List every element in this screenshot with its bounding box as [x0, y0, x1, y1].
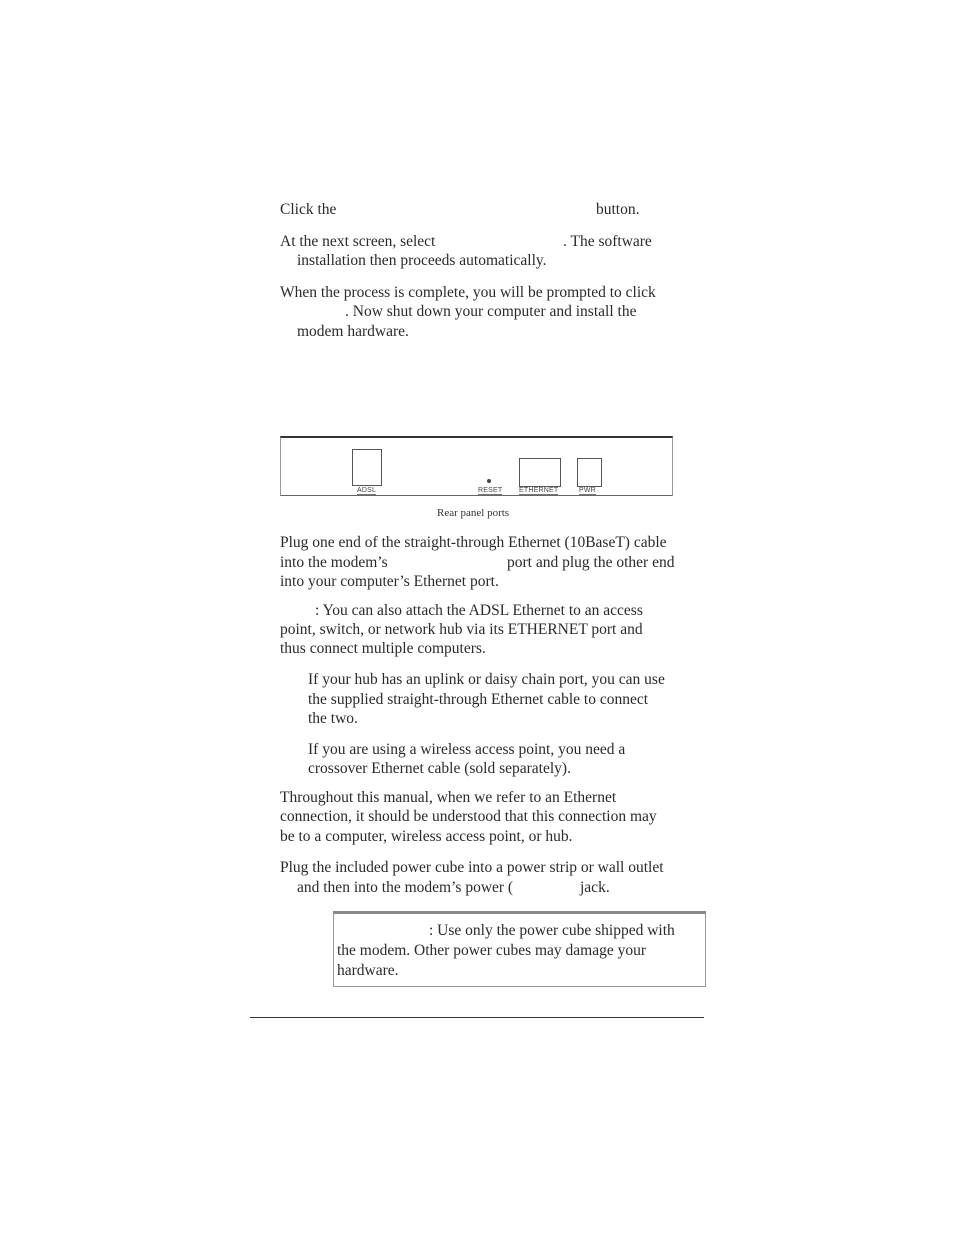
bullet-uplink-line1: If your hub has an uplink or daisy chain port, you can use — [308, 671, 665, 688]
bullet-wireless-line2: crossover Ethernet cable (sold separately). — [308, 760, 571, 777]
step-click-label: Click the — [280, 201, 337, 218]
caution-line3: hardware. — [337, 962, 399, 979]
ethernet-port-label: ETHERNET — [519, 487, 559, 494]
throughout-line1: Throughout this manual, when we refer to an Ethernet — [280, 789, 617, 806]
adsl-port — [352, 449, 382, 486]
step-next-screen: At the next screen, select — [280, 233, 436, 250]
plug-ethernet-line2-suffix: port and plug the other end — [507, 554, 675, 571]
throughout-line2: connection, it should be understood that this connection may — [280, 808, 657, 825]
power-port — [577, 458, 602, 487]
step-complete-line3: modem hardware. — [297, 323, 409, 340]
step-complete-line2: . Now shut down your computer and install the — [345, 303, 637, 320]
power-line2: and then into the modem’s power ( — [297, 879, 514, 896]
caution-line1: : Use only the power cube shipped with — [429, 922, 675, 939]
power-line1: Plug the included power cube into a power strip or wall outlet — [280, 859, 664, 876]
step-complete-line1: When the process is complete, you will be prompted to click — [280, 284, 656, 301]
tip-line3: thus connect multiple computers. — [280, 640, 486, 657]
plug-ethernet-line3: into your computer’s Ethernet port. — [280, 573, 499, 590]
plug-ethernet-line2: into the modem’s — [280, 554, 388, 571]
step-next-screen-line2: installation then proceeds automatically. — [297, 252, 547, 269]
power-port-label: PWR — [579, 487, 596, 494]
step-click-suffix: button. — [596, 201, 640, 218]
adsl-port-label: ADSL — [357, 487, 377, 494]
power-line2-suffix: jack. — [580, 879, 610, 896]
ethernet-port — [519, 458, 561, 487]
plug-ethernet-line1: Plug one end of the straight-through Ethernet (10BaseT) cable — [280, 534, 667, 551]
throughout-line3: be to a computer, wireless access point, or hub. — [280, 828, 573, 845]
caution-line2: the modem. Other power cubes may damage your — [337, 942, 647, 959]
bullet-uplink-line3: the two. — [308, 710, 358, 727]
footer-rule — [250, 1017, 704, 1018]
bullet-uplink-line2: the supplied straight-through Ethernet cable to connect — [308, 691, 649, 708]
tip-line1: : You can also attach the ADSL Ethernet to an access — [315, 602, 643, 619]
reset-button-dot — [487, 479, 491, 483]
bullet-wireless-line1: If you are using a wireless access point, you need a — [308, 741, 626, 758]
tip-line2: point, switch, or network hub via its ETHERNET port and — [280, 621, 643, 638]
reset-label: RESET — [478, 487, 503, 494]
rear-panel-illustration — [280, 436, 673, 496]
figure-caption: Rear panel ports — [437, 507, 510, 519]
step-next-screen-suffix: . The software — [563, 233, 652, 250]
